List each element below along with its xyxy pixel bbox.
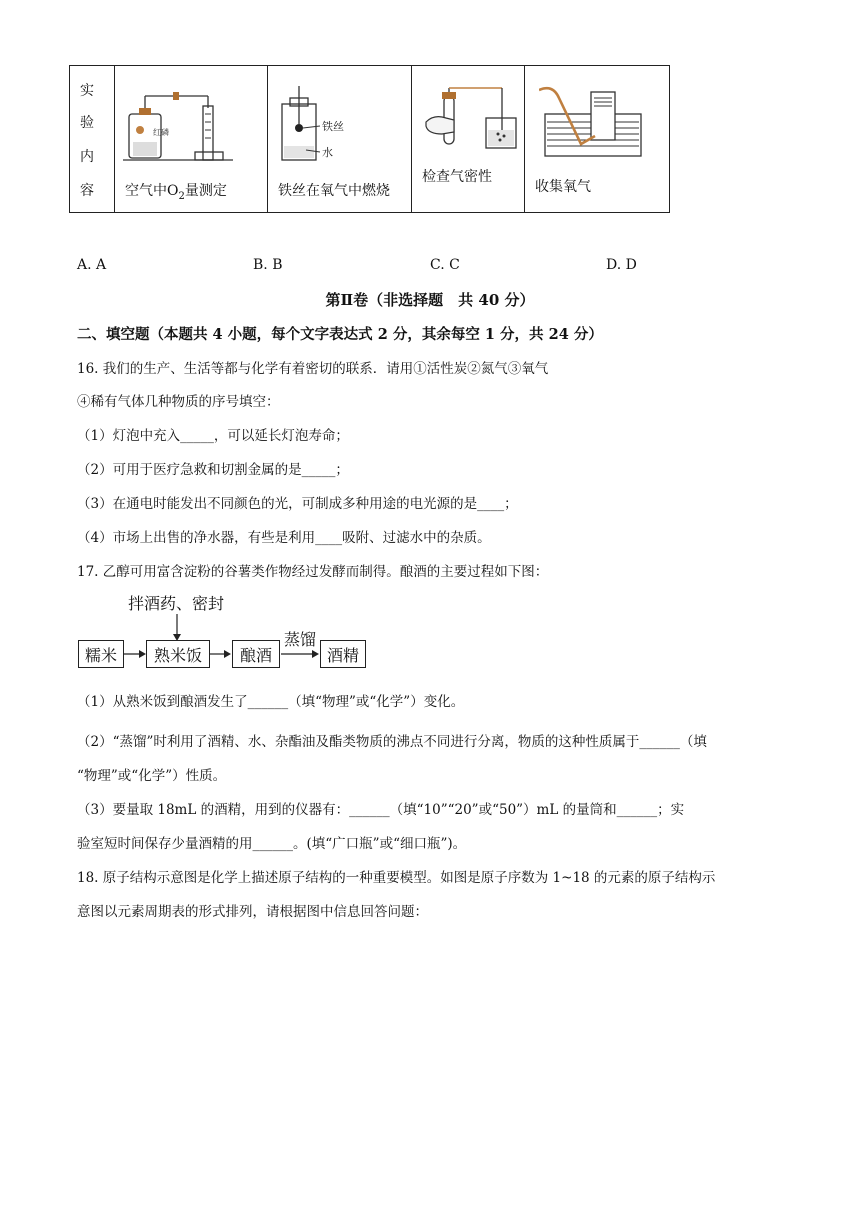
airtightness-check-diagram [420,86,520,156]
section2-title: 二、填空题（本题共 4 小题，每个文字表达式 2 分，其余每空 1 分，共 24 分） [77,326,603,343]
q17-sub-2: （2）“蒸馏”时利用了酒精、水、杂酯油及酯类物质的沸点不同进行分离，物质的这种性质属于______（填 [77,734,707,750]
q17-sub-1: （1）从熟米饭到酿酒发生了______（填“物理”或“化学”）变化。 [77,694,465,710]
flow-top-label: 拌酒药、密封 [128,594,225,613]
cell-iron-burning [268,66,412,213]
flow-box-glutinous-rice: 糯米 [78,640,124,668]
cell-label-iron-burning: 铁丝在氧气中燃烧 [278,183,390,199]
experiment-table [69,65,670,213]
cell-oxygen-measure [115,66,268,213]
iron-wire-burning-diagram [276,80,396,166]
q17-sub-2-cont: “物理”或“化学”）性质。 [77,768,227,784]
row-header [70,66,115,213]
row-header-char: 实 [80,83,94,99]
red-phosphorus-label: 红磷 [153,128,169,137]
q17-sub-3: （3）要量取 18mL 的酒精，用到的仪器有：______（填“10”“20”或“50”）mL 的量筒和______；实 [77,802,685,818]
option-a[interactable]: A. A [77,257,107,273]
q16-sub-3: （3）在通电时能发出不同颜色的光，可制成多种用途的电光源的是____； [77,496,518,512]
cell-label-oxygen-measure: 空气中$O_2$量测定 [125,183,227,202]
q18-stem-cont: 意图以元素周期表的形式排列，请根据图中信息回答问题： [77,904,428,920]
option-c[interactable]: C. C [430,257,460,273]
flow-arrow-label: 蒸馏 [284,630,317,649]
q16-stem-cont: ④稀有气体几种物质的序号填空： [77,394,280,410]
q16-sub-2: （2）可用于医疗急救和切割金属的是_____； [77,462,349,478]
cell-label-airtightness: 检查气密性 [422,169,492,185]
part2-title: 第Ⅱ卷（非选择题 共 40 分） [325,291,535,309]
option-b[interactable]: B. B [253,257,283,273]
cell-collect-oxygen [525,66,670,213]
q17-sub-3-cont: 验室短时间保存少量酒精的用______。(填“广口瓶”或“细口瓶”)。 [77,836,467,852]
q16-stem: 16. 我们的生产、生活等都与化学有着密切的联系．请用①活性炭②氮气③氧气 [77,361,549,377]
q16-sub-4: （4）市场上出售的净水器，有些是利用____吸附、过滤水中的杂质。 [77,530,491,546]
iron-wire-label: 铁丝 [322,120,344,133]
water-label: 水 [322,146,333,159]
cell-airtightness [412,66,525,213]
flow-box-brewing: 酿酒 [232,640,280,668]
cell-label-collect-oxygen: 收集氧气 [535,179,591,195]
flow-box-cooked-rice: 熟米饭 [146,640,210,668]
option-d[interactable]: D. D [606,257,637,273]
row-header-char: 容 [80,183,94,199]
row-header-char: 内 [80,149,94,165]
q18-stem: 18. 原子结构示意图是化学上描述原子结构的一种重要模型。如图是原子序数为 1~18 的元素的原子结构示 [77,870,716,886]
collect-oxygen-diagram [539,84,659,160]
q16-sub-1: （1）灯泡中充入_____，可以延长灯泡寿命； [77,428,349,444]
flow-box-alcohol: 酒精 [320,640,366,668]
oxygen-measure-apparatus-diagram [123,80,263,166]
q17-stem: 17. 乙醇可用富含淀粉的谷薯类作物经过发酵而制得。酿酒的主要过程如下图： [77,564,549,580]
row-header-char: 验 [80,115,94,131]
